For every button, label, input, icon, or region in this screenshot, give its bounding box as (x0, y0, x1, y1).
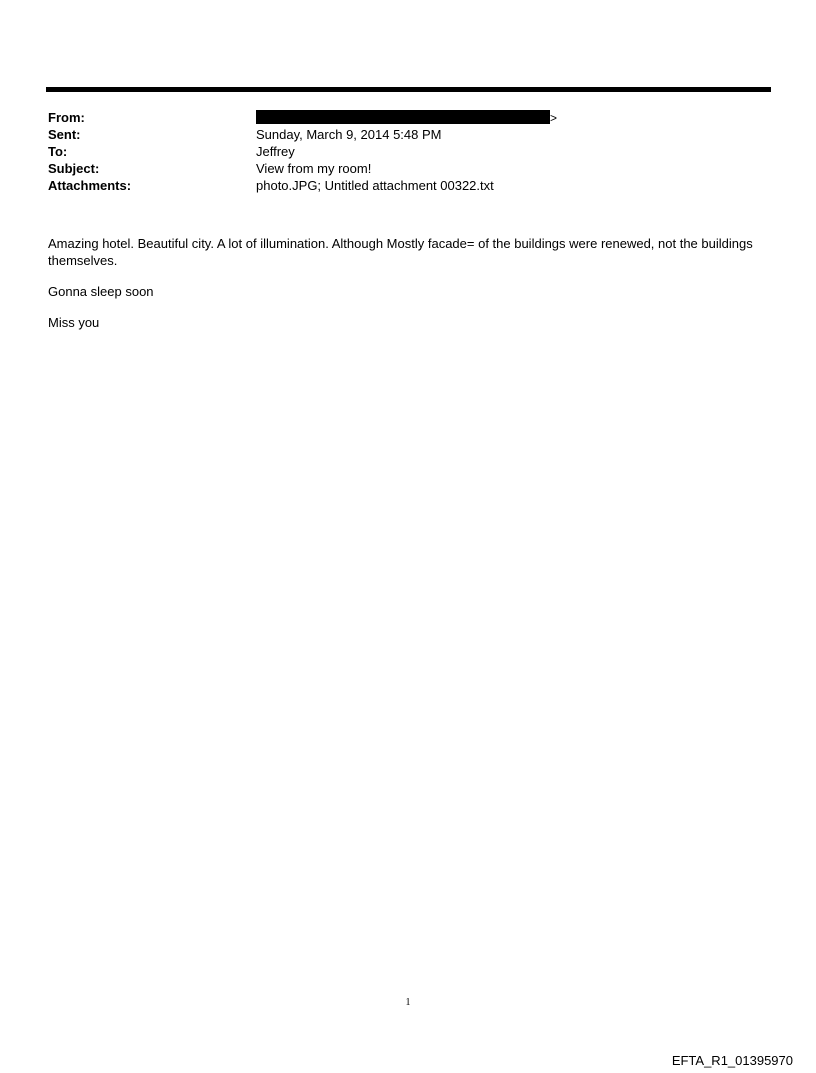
attachments-label: Attachments: (48, 178, 132, 193)
subject-label: Subject: (48, 161, 100, 176)
from-label: From: (48, 110, 85, 125)
bates-number: EFTA_R1_01395970 (671, 1053, 793, 1068)
body-paragraph: Miss you (48, 315, 100, 330)
subject-row (48, 160, 768, 177)
sent-value: Sunday, March 9, 2014 5:48 PM (256, 127, 442, 142)
body-paragraph: Gonna sleep soon (48, 284, 154, 299)
to-row (48, 143, 768, 160)
to-value: Jeffrey (256, 144, 295, 159)
page-number: 1 (405, 997, 411, 1008)
attachments-value: photo.JPG; Untitled attachment 00322.txt (256, 178, 494, 193)
email-body (48, 235, 768, 345)
sent-row (48, 126, 768, 143)
redaction-box (256, 110, 550, 124)
from-value (256, 109, 557, 127)
from-value-tail: > (550, 111, 558, 125)
body-paragraph: Amazing hotel. Beautiful city. A lot of illumination. Although Mostly facade= of the buildings were renewed, not the buildings themselves. (48, 236, 753, 268)
from-row (48, 109, 768, 126)
to-label: To: (48, 144, 68, 159)
sent-label: Sent: (48, 127, 81, 142)
subject-value: View from my room! (256, 161, 372, 176)
email-header (48, 109, 768, 194)
header-divider (46, 87, 771, 92)
attachments-row (48, 177, 768, 194)
